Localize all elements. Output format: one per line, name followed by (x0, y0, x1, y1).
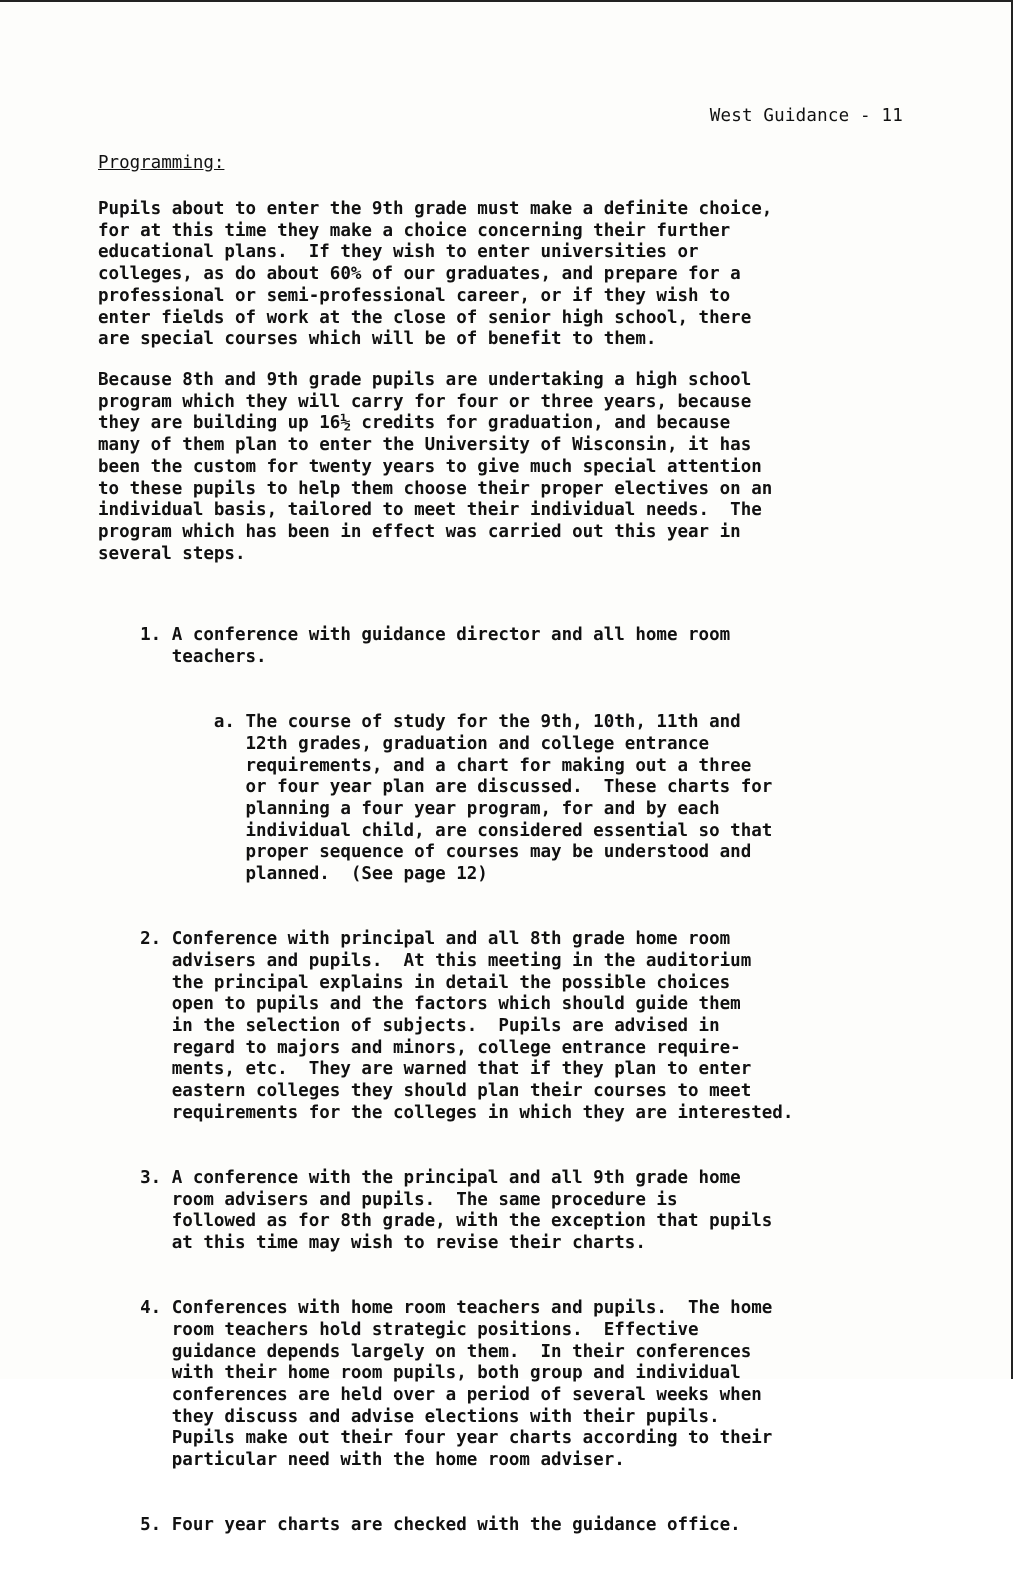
list-item-1: 1. A conference with guidance director and all home room teachers. (140, 625, 731, 668)
list-subitem-a: a. The course of study for the 9th, 10th, 11th and 12th grades, graduation and college entrance requirements, and a chart for making out a three or four year plan are discussed. These charts for planning a four year program, for and by each individual child, are considered essential so that proper sequence of courses may be understood and planned. (See page 12) (213, 712, 773, 885)
list-item-4: 4. Conferences with home room teachers and pupils. The home room teachers hold strategic positions. Effective guidance depends largely on them. In their conferences with their home room pupils, both group and individual conferences are held over a period of several weeks when they discuss and advise elections with their pupils. Pupils make out their four year charts according to their particular need with the home room adviser. (140, 1298, 773, 1471)
list-item-3: 3. A conference with the principal and all 9th grade home room advisers and pupils. The same procedure is followed as for 8th grade, with the exception that pupils at this time may wish to revise their charts. (140, 1167, 773, 1254)
running-header: West Guidance - 11 (709, 106, 903, 126)
paragraph-intro: Pupils about to enter the 9th grade must make a definite choice, for at this time they make a choice concerning their further educational plans. If they wish to enter universities or colleges, as do about 60% of our graduates, and prepare for a professional or semi-professional career, or if they wish to enter fields of work at the close of senior high school, there are special courses which will be of benefit to them. (98, 199, 773, 350)
paragraph-program: Because 8th and 9th grade pupils are undertaking a high school program which they will carry for four or three years, because they are building up 16½ credits for graduation, and because many of them plan to enter the University of Wisconsin, it has been the custom for twenty years to give much special attention to these pupils to help them choose their proper electives on an individual basis, tailored to meet their individual needs. The program which has been in effect was carried out this year in several steps. (98, 370, 773, 564)
list-item-5: 5. Four year charts are checked with the guidance office. (98, 1515, 741, 1536)
steps-list (98, 582, 978, 1580)
section-heading: Programming: (98, 153, 225, 173)
list-item-2: 2. Conference with principal and all 8th grade home room advisers and pupils. At this meeting in the auditorium the principal explains in detail the possible choices open to pupils and the factors which should guide them in the selection of subjects. Pupils are advised in regard to majors and minors, college entrance require- ments, etc. They are warned that if they plan to enter eastern colleges they should plan their courses to meet requirements for the colleges in which they are interested. (140, 929, 794, 1123)
